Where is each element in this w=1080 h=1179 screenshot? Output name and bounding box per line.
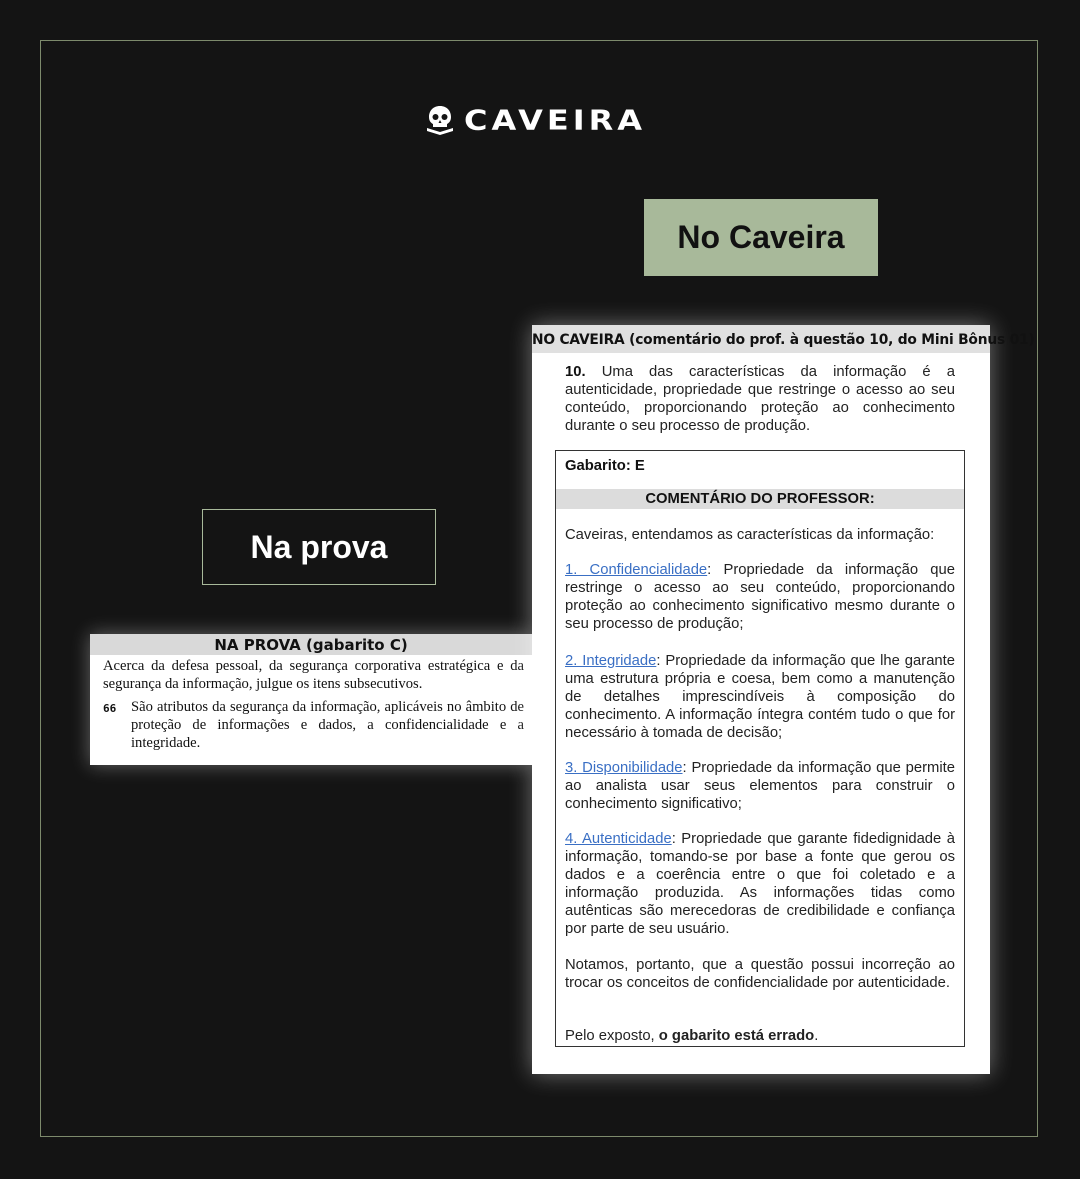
item-text: São atributos da segurança da informação, aplicáveis no âmbito de proteção de informações e dados, a confidencialidade e a integridade.	[131, 699, 524, 751]
comment-conclusion: Notamos, portanto, que a questão possui incorreção ao trocar os conceitos de confidencialidade por autenticidade.	[565, 957, 955, 991]
comment-final	[565, 1027, 955, 1045]
na-prova-card	[90, 634, 532, 765]
question-body: Uma das características da informação é a autenticidade, propriedade que restringe o acesso ao seu conteúdo, proporcionando proteção ao conhecimento durante o seu processo de produção.	[565, 364, 955, 434]
item-disponibilidade	[565, 759, 955, 813]
term-link[interactable]: 2. Integridade	[565, 653, 657, 669]
term-text: : Propriedade da informação que restringe o acesso ao seu conteúdo, proporcionando proteção ao conhecimento significativo mesmo durante o seu processo de produção;	[565, 562, 955, 632]
final-prefix: Pelo exposto,	[565, 1028, 659, 1044]
no-caveira-header: NO CAVEIRA (comentário do prof. à questão 10, do Mini Bônus 01)	[532, 325, 990, 353]
term-link[interactable]: 4. Autenticidade	[565, 831, 672, 847]
item-number: 66	[103, 702, 117, 715]
na-prova-intro: Acerca da defesa pessoal, da segurança corporativa estratégica e da segurança da informação, julgue os itens subsecutivos.	[103, 658, 524, 692]
term-link[interactable]: 1. Confidencialidade	[565, 562, 708, 578]
tag-no-caveira: No Caveira	[644, 199, 878, 276]
term-text: : Propriedade da informação que lhe garante uma estrutura própria e coesa, bem como a manutenção de detalhes imprescindíveis à composição do conhecimento. A informação íntegra contém tudo o que for necessário à tomada de decisão;	[565, 653, 955, 741]
final-suffix: .	[814, 1028, 819, 1044]
comment-box	[555, 450, 965, 1047]
no-caveira-card	[532, 325, 1035, 1074]
item-confidencialidade	[565, 561, 955, 633]
item-autenticidade	[565, 830, 955, 938]
comment-intro: Caveiras, entendamos as características da informação:	[565, 527, 935, 543]
na-prova-item	[103, 698, 524, 752]
tag-na-prova: Na prova	[202, 509, 436, 585]
comentario-title: COMENTÁRIO DO PROFESSOR:	[556, 489, 964, 509]
na-prova-header: NA PROVA (gabarito C)	[90, 634, 532, 655]
brand-name: CAVEIRA	[464, 103, 647, 137]
term-text: : Propriedade que garante fidedignidade à informação, tomando-se por base a fonte que gerou os dados e a coerência entre o que foi coletado e a informação produzida. As informações tidas como autênticas são merecedoras de credibilidade e confiança por parte de seu usuário.	[565, 831, 955, 937]
question-text	[565, 363, 955, 435]
term-link[interactable]: 3. Disponibilidade	[565, 760, 683, 776]
brand-logo	[424, 100, 646, 140]
term-text: : Propriedade da informação que permite ao analista usar seus elementos para construir o conhecimento significativo;	[565, 760, 955, 812]
item-integridade	[565, 652, 955, 742]
final-bold: o gabarito está errado	[658, 1028, 815, 1044]
question-number: 10.	[565, 364, 586, 380]
skull-icon	[424, 104, 456, 136]
gabarito: Gabarito: E	[565, 458, 645, 474]
